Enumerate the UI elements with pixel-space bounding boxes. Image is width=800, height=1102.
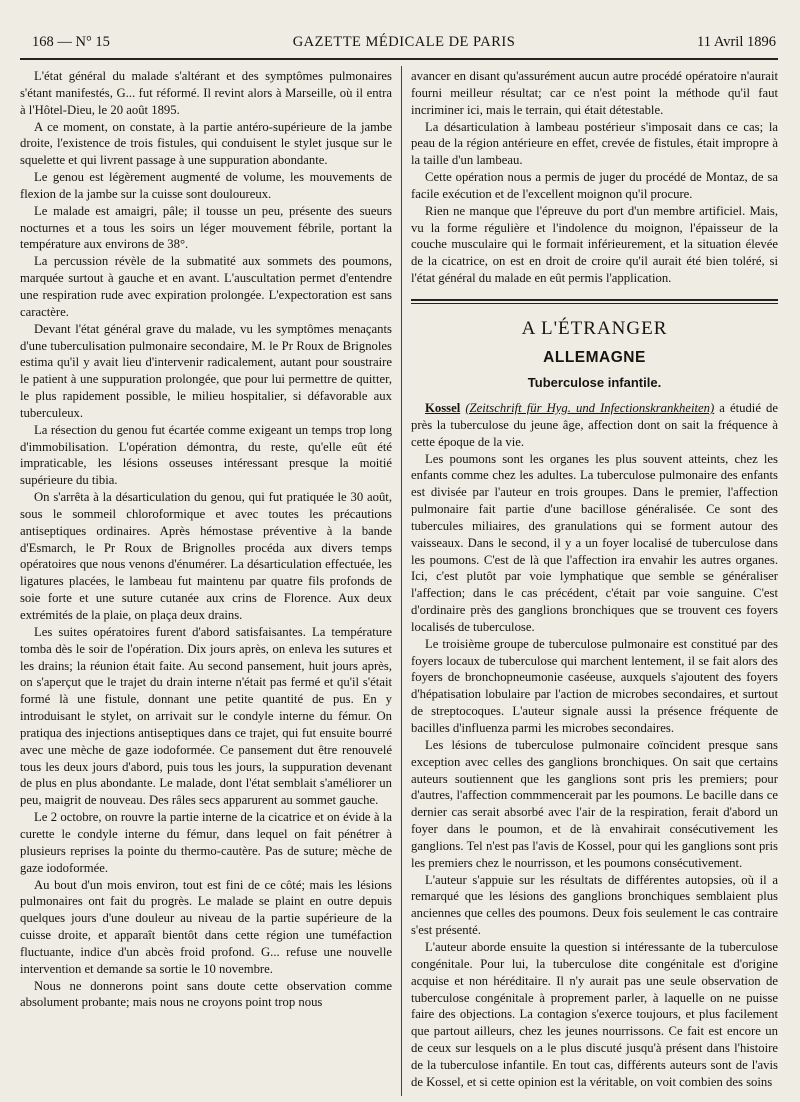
paragraph: Les poumons sont les organes les plus souvent atteints, chez les enfants comme chez les adultes. La tuberculose pulmonaire des enfants est divisée par l'auteur en trois groupes. Dans le premier, l'affection pulmonaire fait partie d'une bacillose généralisée. Ce sont des tubercules miliaires, des granulations qui se forment autour des vaisseaux. Dans le second, il y a un foyer localisé de tuberculose dans les poumons. C'est de là que l'affection ira envahir les autres organes. Ici, c'est plutôt par voie lymphatique que semble se généraliser l'affection; dans le cas précédent, c'était par voie sanguine. C'est d'ordinaire près des ganglions bronchiques que se trouvent ces foyers localisés de tuberculose.: [411, 451, 778, 634]
paragraph: Les suites opératoires furent d'abord satisfaisantes. La température tomba dès le soir de l'opération. Dix jours après, on enleva les sutures et les drains; la réunion était faite. Au second pansement, huit jours après, on s'aperçut que le trajet du drain interne n'était pas fermé et qu'il s'était formé là une fistule, donnant une petite quantité de pus. En y introduisant le stylet, on arrivait sur le condyle interne du fémur. On pratiqua des injections antiseptiques dans ce trajet, qui fut ensuite bourré avec une mèche de gaze iodoformée. Ce pansement dut être renouvelé tous les deux jours d'abord, puis tous les jours, la suppuration devenant de plus en plus abondante. Le malade, dont l'état semblait s'améliorer un peu, maigrit de nouveau. Des râles secs apparurent au sommet gauche.: [20, 624, 392, 808]
page-number: 168 — N° 15: [32, 34, 110, 50]
paragraph: On s'arrêta à la désarticulation du genou, qui fut pratiquée le 30 août, sous le sommeil chloroformique et avec toutes les précautions antiseptiques ordinaires. Après hémostase préventive à la bande d'Esmarch, le Pr Roux de Brignolles procéda aux divers temps opératoires que nous venons d'énumérer. La désarticulation effectuée, les ligatures placées, le lambeau fut maintenu par quatre fils profonds de soie forte et une suture cutanée aux crins de Florence. Aux deux extrémités de la plaie, on plaça deux drains.: [20, 490, 392, 622]
paragraph: La percussion révèle de la submatité aux sommets des poumons, marquée surtout à gauche et en avant. L'auscultation permet d'entendre une respiration rude avec expiration prolongée. L'expectoration est sans caractère.: [20, 254, 392, 319]
paragraph: Les lésions de tuberculose pulmonaire coïncident presque sans exception avec celles des ganglions bronchiques. On sait que certains auteurs soutiennent que les ganglions sont pris les premiers; pour d'autres, l'affection commmencerait par les poumons. Le bacille dans ce dernier cas serait absorbé avec l'air de la respiration, ferait d'abord un foyer dans le poumon, et de là envahirait consécutivement les ganglions. Tel n'est pas l'avis de Kossel, pour qui les ganglions sont pris les premiers chez le nourrisson, et les poumons consécutivement.: [411, 737, 778, 870]
paragraph: Cette opération nous a permis de juger du procédé de Montaz, de sa facile exécution et de l'excellent moignon qu'il procure.: [411, 170, 778, 201]
section-title: A L'ÉTRANGER: [521, 317, 668, 339]
issue-date: 11 Avril 1896: [697, 34, 776, 50]
right-column: [411, 68, 778, 1091]
column-divider: [401, 66, 402, 1096]
paragraph: L'auteur aborde ensuite la question si intéressante de la tuberculose congénitale. Pour lui, la tuberculose dite congénitale est d'origine acquise et non héréditaire. Il n'y aurait pas une seule observation de tuberculose congénitale à proprement parler, à laquelle on ne puisse faire des objections. La contagion s'exerce toujours, et plus facilement que partout ailleurs, chez les jeunes nourrissons. Ce fait est encore un de ceux sur lesquels on a le plus discuté jusqu'à présent dans l'histoire de la tuberculose infantile. En tout cas, différents auteurs sont de l'avis de Kossel, et si cette opinion est la véritable, on voit combien des soins: [411, 939, 778, 1089]
paragraph: La résection du genou fut écartée comme exigeant un temps trop long d'immobilisation. L'opération démontra, du reste, qu'elle eût été impraticable, les lésions osseuses intéressant presque la moitié supérieure du tibia.: [20, 422, 392, 488]
paragraph: A ce moment, on constate, à la partie antéro-supérieure de la jambe droite, l'existence de trois fistules, qui conduisent le stylet jusque sur le squelette et qui livrent passage à une suppuration abondante.: [20, 119, 392, 168]
paragraph: Au bout d'un mois environ, tout est fini de ce côté; mais les lésions pulmonaires ont fait du progrès. Le malade se plaint en outre depuis quelques jours d'une douleur au niveau de la partie supérieure de la cuisse droite, et apparaît bientôt dans cette région une tuméfaction fluctuante, indice d'un abcès froid profond. G... refuse une nouvelle intervention et demande sa sortie le 10 novembre.: [20, 877, 392, 976]
section-rule: [411, 299, 778, 304]
article-first-paragraph: [411, 400, 778, 451]
journal-title: GAZETTE MÉDICALE DE PARIS: [292, 34, 516, 50]
article-first-paragraph-text: a étudié de près la tuberculose du jeune âge, affection dont on sait la fréquence à cette époque de la vie.: [411, 400, 778, 449]
page-header: [32, 34, 776, 54]
paragraph: Rien ne manque que l'épreuve du port d'un membre artificiel. Mais, vu la forme régulière et l'indolence du moignon, l'épaisseur de la couche musculaire qui le formait inférieurement, et la situation élevée de la cicatrice, on est en droit de croire qu'il aurait été bien toléré, si l'état général du malade en eût permis l'application.: [411, 203, 778, 286]
paragraph: Nous ne donnerons point sans doute cette observation comme absolument probante; mais nous ne croyons point trop nous: [20, 978, 392, 1010]
article-author: Kossel: [425, 400, 461, 415]
paragraph: La désarticulation à lambeau postérieur s'imposait dans ce cas; la peau de la région antérieure en effet, crevée de fistules, était impropre à la taille d'un lambeau.: [411, 119, 778, 168]
article-journal: (Zeitschrift für Hyg. und Infectionskrankheiten): [465, 400, 715, 415]
paragraph: L'auteur s'appuie sur les résultats de différentes autopsies, où il a remarqué que les lésions des ganglions bronchiques semblaient plus anciennes que celles des poumons. Deux fois seulement le cas contraire s'est présenté.: [411, 872, 778, 938]
article-subtitle: Tuberculose infantile.: [527, 374, 662, 390]
paragraph: Le malade est amaigri, pâle; il tousse un peu, présente des sueurs nocturnes et a tous les soirs un léger mouvement fébrile, portant la température aux environs de 38°.: [20, 203, 392, 252]
country-heading: ALLEMAGNE: [543, 348, 646, 366]
header-rule: [20, 58, 778, 60]
paragraph-continuation: avancer en disant qu'assurément aucun autre procédé opératoire n'aurait fourni meilleur résultat; car ce n'est point la méthode qu'il faut incriminer ici, mais le terrain, qui était détestable.: [411, 69, 778, 117]
paragraph: Le genou est légèrement augmenté de volume, les mouvements de flexion de la jambe sur la cuisse sont douloureux.: [20, 170, 392, 201]
left-column: [20, 68, 392, 1011]
paragraph: Le troisième groupe de tuberculose pulmonaire est constitué par des foyers locaux de tuberculose qui marchent lentement, il se fait alors des foyers de bronchopneumonie caséeuse, auxquels s'ajoutent des foyers d'hépatisation lobulaire par l'action de microbes secondaires, et surtout de streptocoques. L'auteur signale aussi la présence fréquente de bacilles d'influenza parmi les microbes secondaires.: [411, 636, 778, 735]
paragraph: Devant l'état général grave du malade, vu les symptômes menaçants d'une tuberculisation pulmonaire secondaire, M. le Pr Roux de Brignoles estima qu'il y avait lieu d'intervenir radicalement, autant pour soustraire le patient à une suppuration prolongée, que pour lui permettre de quitter, le plus rapidement possible, le milieu hospitalier, si défavorable aux tuberculeux.: [20, 321, 392, 420]
paragraph: Le 2 octobre, on rouvre la partie interne de la cicatrice et on évide à la curette le condyle interne du fémur, dans lequel on fait pénétrer à plusieurs reprises la pointe du thermo-cautère. Pas de suture; mèche de gaze iodoformée.: [20, 810, 392, 875]
paragraph: L'état général du malade s'altérant et des symptômes pulmonaires s'étant manifestés, G... fut réformé. Il revint alors à Marseille, où il entra à l'Hôtel-Dieu, le 20 août 1895.: [20, 69, 392, 117]
